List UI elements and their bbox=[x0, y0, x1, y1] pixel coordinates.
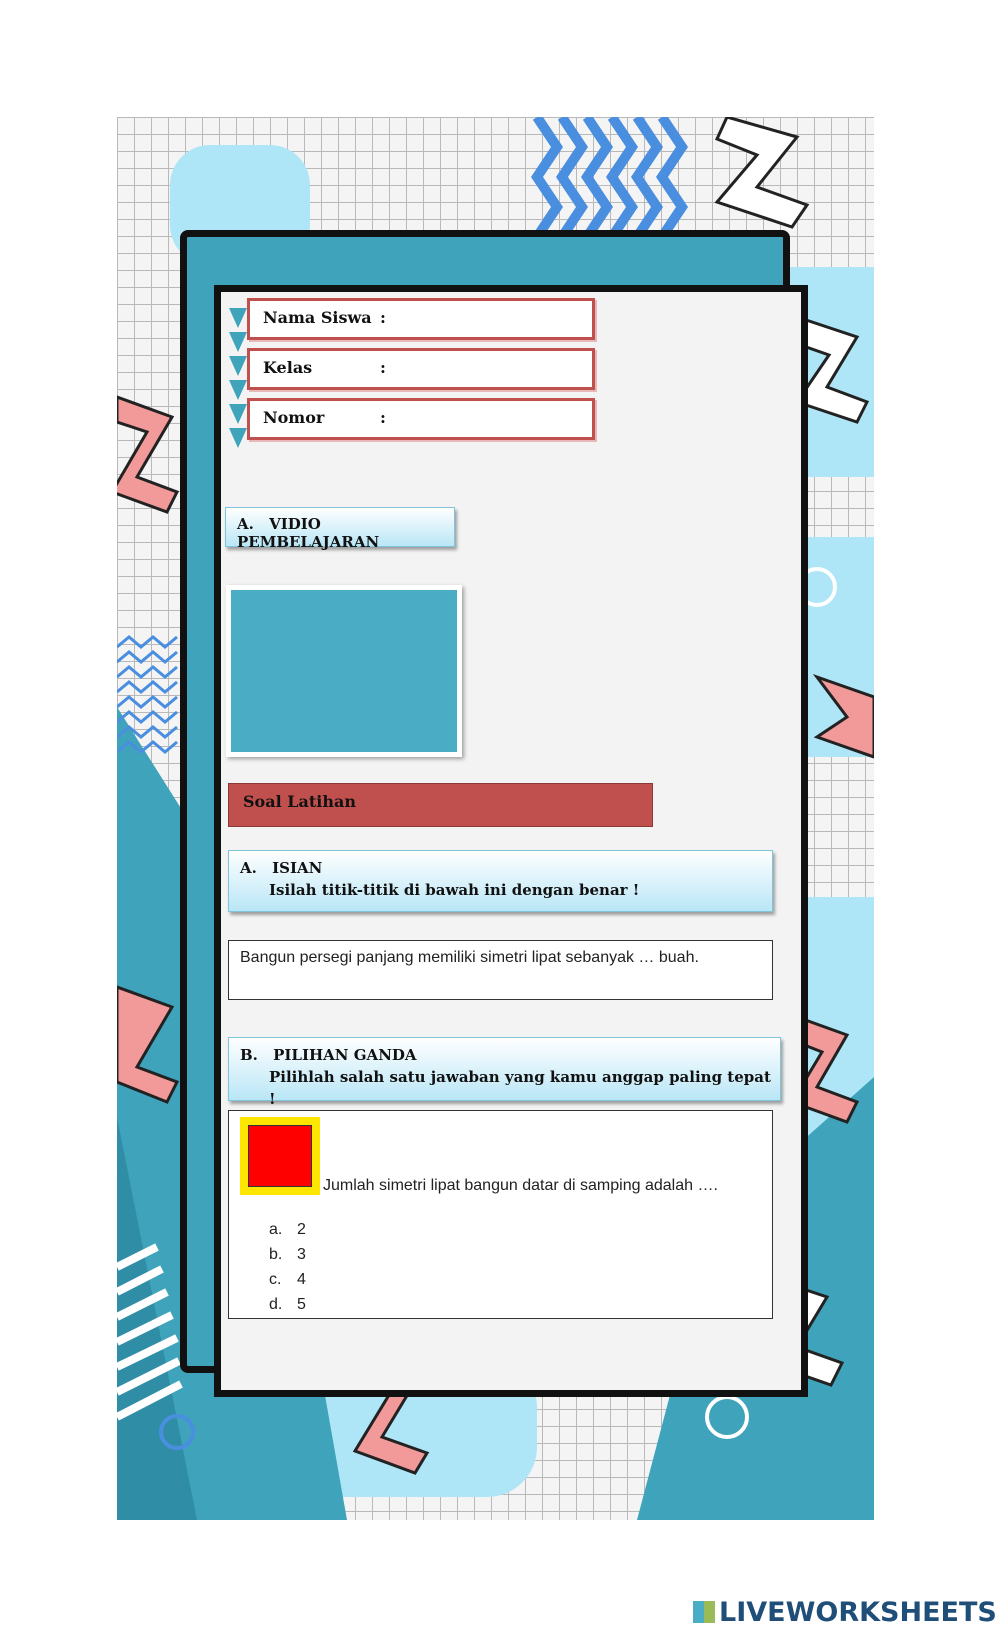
section-title: ISIAN bbox=[272, 859, 323, 877]
red-square-figure bbox=[240, 1117, 320, 1195]
liveworksheets-logo bbox=[693, 1597, 997, 1628]
option-letter: d. bbox=[269, 1296, 283, 1313]
section-instruction: Pilihlah salah satu jawaban yang kamu anggap paling tepat ! bbox=[269, 1068, 771, 1108]
option-d[interactable] bbox=[269, 1292, 306, 1317]
option-c[interactable] bbox=[269, 1267, 306, 1292]
option-b[interactable] bbox=[269, 1242, 306, 1267]
section-title: PILIHAN GANDA bbox=[273, 1046, 417, 1064]
video-placeholder[interactable] bbox=[231, 590, 457, 752]
field-colon: : bbox=[380, 408, 386, 427]
student-name-label: Nama Siswa bbox=[263, 308, 372, 327]
video-player[interactable] bbox=[226, 585, 462, 757]
option-value: 5 bbox=[297, 1296, 306, 1313]
option-letter: c. bbox=[269, 1271, 282, 1288]
section-number: B. bbox=[240, 1046, 258, 1064]
option-a[interactable] bbox=[269, 1217, 306, 1242]
bullet-triangle-icon bbox=[229, 356, 247, 376]
bullet-triangle-icon bbox=[229, 428, 247, 448]
option-value: 4 bbox=[297, 1271, 306, 1288]
number-label: Nomor bbox=[263, 408, 325, 427]
pg-question-box bbox=[228, 1110, 773, 1319]
number-field[interactable] bbox=[247, 398, 595, 440]
field-colon: : bbox=[380, 358, 386, 377]
class-label: Kelas bbox=[263, 358, 313, 377]
logo-text: LIVEWORKSHEETS bbox=[719, 1597, 997, 1628]
practice-title: Soal Latihan bbox=[243, 792, 356, 811]
section-number: A. bbox=[237, 515, 254, 533]
option-letter: a. bbox=[269, 1221, 283, 1238]
isian-section-heading bbox=[228, 850, 773, 912]
option-list bbox=[269, 1217, 306, 1317]
isian-question-box[interactable] bbox=[228, 940, 773, 1000]
bullet-triangle-icon bbox=[229, 404, 247, 424]
field-colon: : bbox=[380, 308, 386, 327]
section-number: A. bbox=[240, 859, 257, 877]
student-name-field[interactable] bbox=[247, 298, 595, 340]
practice-title-bar bbox=[228, 783, 653, 827]
isian-question-text: Bangun persegi panjang memiliki simetri lipat sebanyak … buah. bbox=[240, 949, 699, 966]
option-value: 2 bbox=[297, 1221, 306, 1238]
video-section-heading bbox=[225, 507, 455, 551]
class-field[interactable] bbox=[247, 348, 595, 390]
option-letter: b. bbox=[269, 1246, 283, 1263]
red-square-shape bbox=[248, 1125, 312, 1187]
option-value: 3 bbox=[297, 1246, 306, 1263]
section-instruction: Isilah titik-titik di bawah ini dengan benar ! bbox=[269, 881, 640, 899]
bullet-triangle-icon bbox=[229, 380, 247, 400]
pg-question-text: Jumlah simetri lipat bangun datar di samping adalah …. bbox=[323, 1177, 718, 1194]
bullet-triangle-icon bbox=[229, 332, 247, 352]
logo-blocks-icon bbox=[693, 1601, 715, 1623]
pg-section-heading bbox=[228, 1037, 781, 1108]
bullet-triangle-icon bbox=[229, 308, 247, 328]
section-title: VIDIO PEMBELAJARAN bbox=[237, 515, 380, 551]
